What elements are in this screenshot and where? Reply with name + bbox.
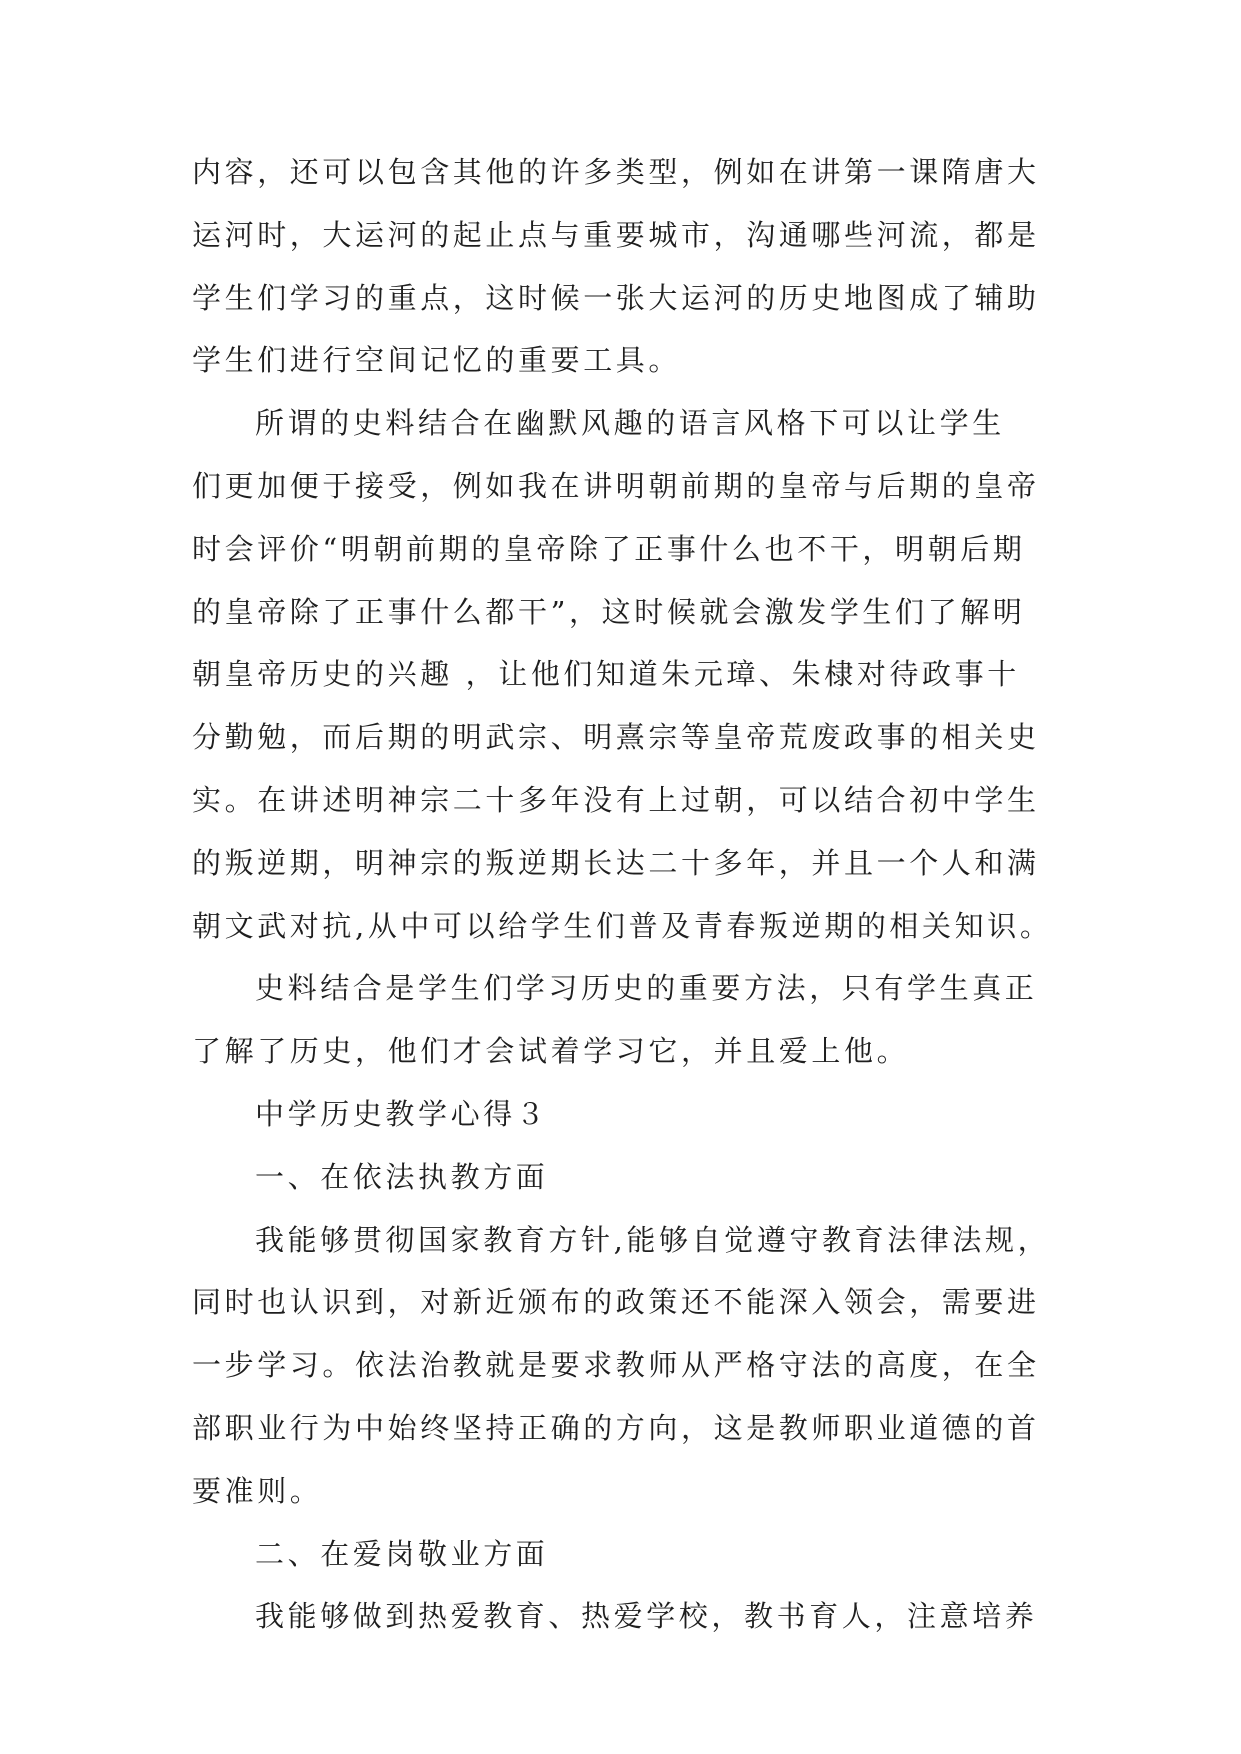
paragraph-start-line: 所谓的史料结合在幽默风趣的语言风格下可以让学生 xyxy=(255,406,1005,440)
text-line: 的皇帝除了正事什么都干”，这时候就会激发学生们了解明 xyxy=(192,595,1026,629)
text-line: 运河时，大运河的起止点与重要城市，沟通哪些河流，都是 xyxy=(192,218,1040,252)
text-line: 朝皇帝历史的兴趣 ，让他们知道朱元璋、朱棣对待政事十 xyxy=(192,657,1020,691)
text-line: 学生们学习的重点，这时候一张大运河的历史地图成了辅助 xyxy=(192,281,1040,315)
text-line: 学生们进行空间记忆的重要工具。 xyxy=(192,343,682,377)
text-line: 实。在讲述明神宗二十多年没有上过朝，可以结合初中学生 xyxy=(192,783,1040,817)
paragraph-start-line: 我能够贯彻国家教育方针,能够自觉遵守教育法律法规， xyxy=(255,1223,1051,1257)
paragraph-start-line: 我能够做到热爱教育、热爱学校，教书育人，注意培养 xyxy=(255,1599,1038,1633)
text-line: 了解了历史，他们才会试着学习它，并且爱上他。 xyxy=(192,1034,910,1068)
text-line: 朝文武对抗,从中可以给学生们普及青春叛逆期的相关知识。 xyxy=(192,909,1053,943)
text-line: 要准则。 xyxy=(192,1474,323,1508)
paragraph-start-line: 史料结合是学生们学习历史的重要方法，只有学生真正 xyxy=(255,971,1038,1005)
subsection-heading: 一、在依法执教方面 xyxy=(255,1160,549,1194)
section-heading: 中学历史教学心得３ xyxy=(255,1097,549,1131)
text-line: 们更加便于接受，例如我在讲明朝前期的皇帝与后期的皇帝 xyxy=(192,469,1040,503)
text-line: 分勤勉，而后期的明武宗、明熹宗等皇帝荒废政事的相关史 xyxy=(192,720,1040,754)
text-line: 部职业行为中始终坚持正确的方向，这是教师职业道德的首 xyxy=(192,1411,1040,1445)
text-line: 内容，还可以包含其他的许多类型，例如在讲第一课隋唐大 xyxy=(192,155,1040,189)
text-line: 一步学习。依法治教就是要求教师从严格守法的高度，在全 xyxy=(192,1348,1040,1382)
text-line: 时会评价“明朝前期的皇帝除了正事什么也不干，明朝后期 xyxy=(192,532,1026,566)
text-line: 的叛逆期，明神宗的叛逆期长达二十多年，并且一个人和满 xyxy=(192,846,1040,880)
text-line: 同时也认识到，对新近颁布的政策还不能深入领会，需要进 xyxy=(192,1285,1040,1319)
subsection-heading: 二、在爱岗敬业方面 xyxy=(255,1537,549,1571)
